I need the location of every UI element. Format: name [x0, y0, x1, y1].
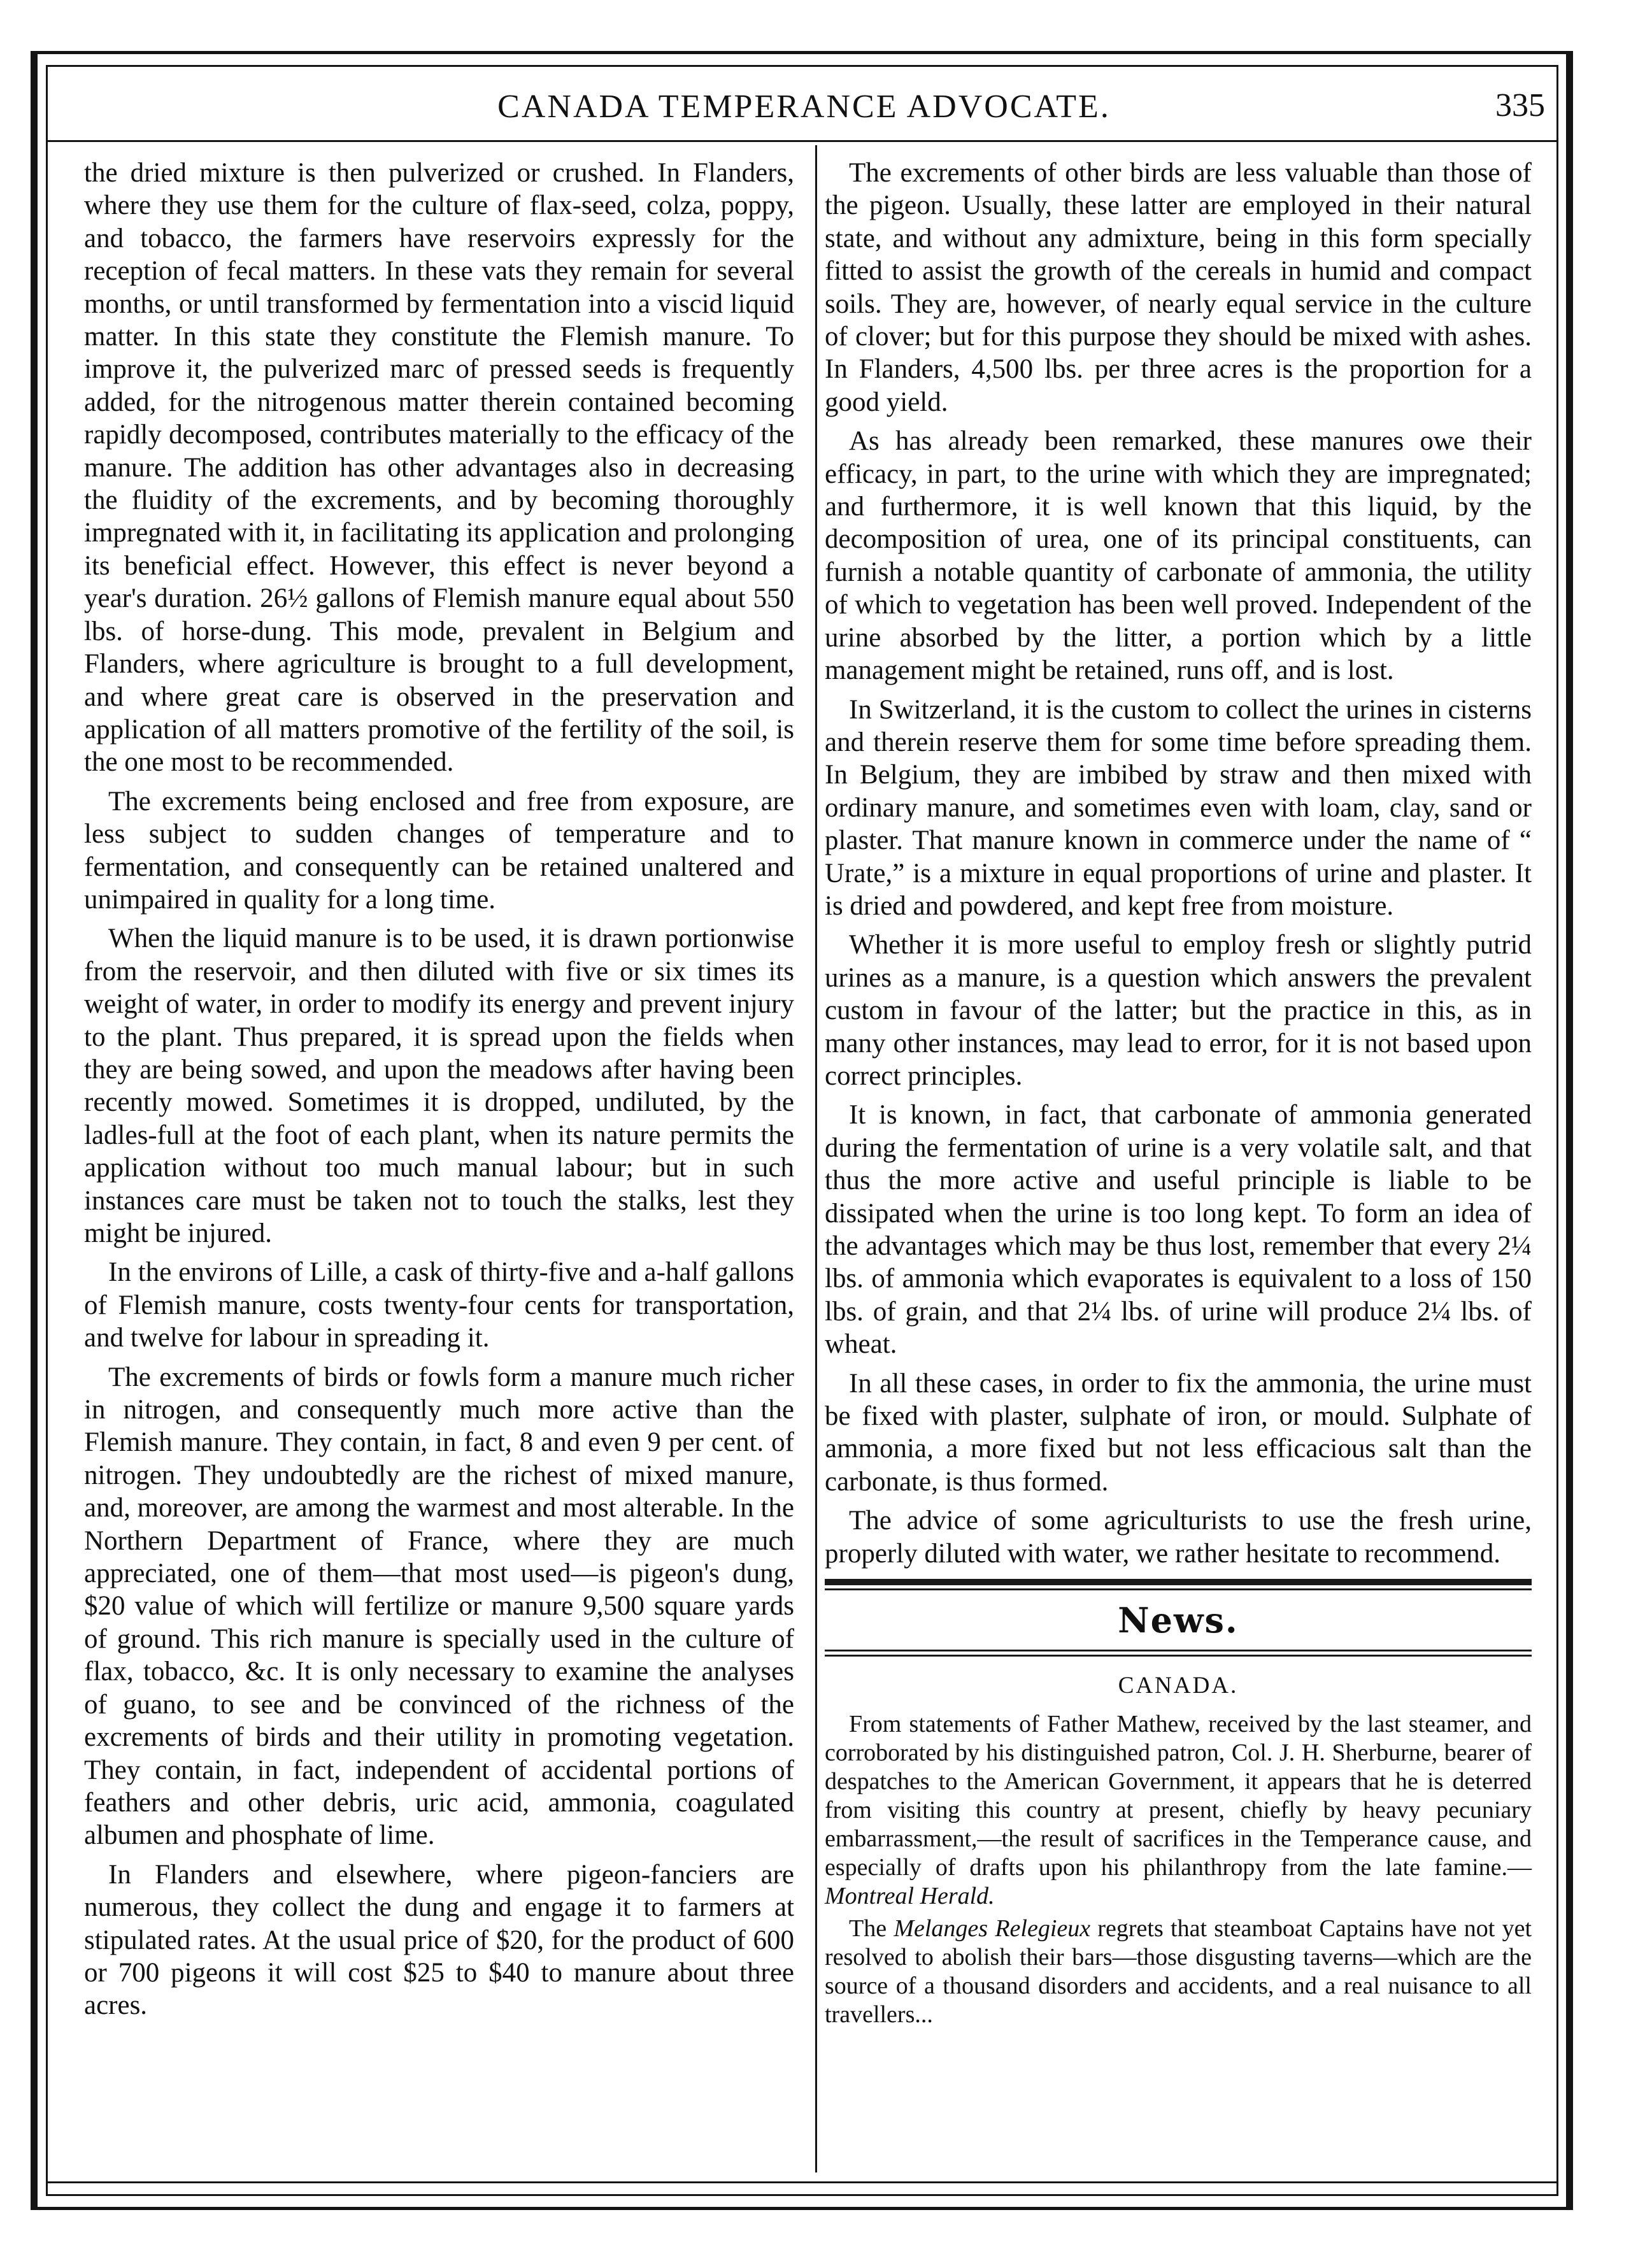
news-source: Montreal Herald.	[825, 1882, 995, 1909]
left-column	[84, 157, 794, 2029]
paragraph: The excrements of other birds are less valuable than those of the pigeon. Usually, these latter are employed in their natural state, and without any admixture, being in this form specially fitted to assist the growth of the cereals in humid and compact soils. They are, however, of nearly equal service in the culture of clover; but for this purpose they should be mixed with ashes. In Flanders, 4,500 lbs. per three acres is the proportion for a good yield.	[825, 158, 1532, 417]
paragraph: In the environs of Lille, a cask of thirty-five and a-half gallons of Flemish manure, costs twenty-four cents for transportation, and twelve for labour in spreading it.	[84, 1257, 794, 1353]
section-rule-thin	[825, 1650, 1532, 1651]
paragraph: When the liquid manure is to be used, it is drawn portionwise from the reservoir, and then diluted with five or six times its weight of water, in order to modify its energy and prevent injury to the plant. Thus prepared, it is spread upon the fields when they are being sowed, and upon the meadows after having been recently mowed. Sometimes it is dropped, undiluted, by the ladles-full at the foot of each plant, when its nature permits the application without too much manual labour; but in such instances care must be taken not to touch the stalks, lest they might be injured.	[84, 924, 794, 1248]
section-rule-thick	[825, 1579, 1532, 1585]
news-section	[825, 1579, 1532, 2029]
column-divider	[815, 145, 817, 2172]
paragraph: In all these cases, in order to fix the ammonia, the urine must be fixed with plaster, sulphate of iron, or mould. Sulphate of ammonia, a more fixed but not less efficacious salt than the carbonate, is thus formed.	[825, 1368, 1532, 1497]
paragraph: As has already been remarked, these manures owe their efficacy, in part, to the urine with which they are impregnated; and furthermore, it is well known that this liquid, by the decomposition of urea, one of its principal constituents, can furnish a notable quantity of carbonate of ammonia, the utility of which to vegetation has been well proved. Independent of the urine absorbed by the litter, a portion which by a little management might be retained, runs off, and is lost.	[825, 426, 1532, 686]
section-rule-thin	[825, 1655, 1532, 1657]
paragraph: In Flanders and elsewhere, where pigeon-fanciers are numerous, they collect the dung and engage it to farmers at stipulated rates. At the usual price of $20, for the product of 600 or 700 pigeons it will cost $25 to $40 to manure about three acres.	[84, 1859, 794, 2021]
paragraph: In Switzerland, it is the custom to collect the urines in cisterns and therein reserve them for some time before spreading them. In Belgium, they are imbibed by straw and then mixed with ordinary manure, and sometimes even with loam, clay, sand or plaster. That manure known in commerce under the name of “ Urate,” is a mixture in equal proportions of urine and plaster. It is dried and powdered, and kept free from moisture.	[825, 694, 1532, 921]
paragraph: the dried mixture is then pulverized or crushed. In Flanders, where they use them for the culture of flax-seed, colza, poppy, and tobacco, the farmers have reservoirs expressly for the reception of fecal matters. In these vats they remain for several months, or until transformed by fermentation into a viscid liquid matter. In this state they constitute the Flemish manure. To improve it, the pulverized marc of pressed seeds is frequently added, for the nitrogenous matter therein contained becoming rapidly decomposed, contributes materially to the efficacy of the manure. The addition has other advantages also in decreasing the fluidity of the excrements, and by becoming thoroughly impregnated with it, in facilitating its application and prolonging its beneficial effect. However, this effect is never beyond a year's duration. 26½ gallons of Flemish manure equal about 550 lbs. of horse-dung. This mode, prevalent in Belgium and Flanders, where agriculture is brought to a full development, and where great care is observed in the preservation and application of all matters promotive of the fertility of the soil, is the one most to be recommended.	[84, 158, 794, 778]
news-item	[825, 1710, 1532, 1911]
journal-title: CANADA TEMPERANCE ADVOCATE.	[497, 89, 1111, 125]
news-item-text: regrets that steamboat Captains have not yet resolved to abolish their bars—those disgusting taverns—which are the source of a thousand disorders and accidents, and a real nuisance to all travellers...	[825, 1915, 1532, 2028]
news-item-lead: The	[849, 1915, 894, 1942]
news-item-text: From statements of Father Mathew, received by the last steamer, and corroborated by his distinguished patron, Col. J. H. Sherburne, bearer of despatches to the American Government, it appears that he is deterred from visiting this country at present, chiefly by heavy pecuniary embarrassment,—the result of sacrifices in the Temperance cause, and especially of drafts upon his philanthropy from the late famine.—	[825, 1710, 1532, 1881]
header-rule	[46, 140, 1558, 142]
running-header	[61, 75, 1548, 132]
section-rule-thin	[825, 1588, 1532, 1590]
news-item	[825, 1915, 1532, 2029]
publication-name: Melanges Relegieux	[894, 1915, 1091, 1942]
page-number: 335	[1495, 87, 1545, 124]
paragraph: It is known, in fact, that carbonate of ammonia generated during the fermentation of urine is a very volatile salt, and that thus the more active and useful principle is liable to be dissipated when the urine is too long kept. To form an idea of the advantages which may be thus lost, remember that every 2¼ lbs. of ammonia which evaporates is equivalent to a loss of 150 lbs. of grain, and that 2¼ lbs. of urine will produce 2¼ lbs. of wheat.	[825, 1100, 1532, 1360]
section-title: CANADA.	[1118, 1672, 1239, 1699]
paragraph: The excrements of birds or fowls form a manure much richer in nitrogen, and consequently much more active than the Flemish manure. They contain, in fact, 8 and even 9 per cent. of nitrogen. They undoubtedly are the richest of mixed manure, and, moreover, are among the warmest and most alterable. In the Northern Department of France, where they are much appreciated, one of them—that most used—is pigeon's dung, $20 value of which will fertilize or manure 9,500 square yards of ground. This rich manure is specially used in the culture of flax, tobacco, &c. It is only necessary to examine the analyses of guano, to see and be convinced of the richness of the excrements of birds and their utility in promoting vegetation. They contain, in fact, independent of accidental portions of feathers and other debris, uric acid, ammonia, coagulated albumen and phosphate of lime.	[84, 1362, 794, 1851]
paragraph: Whether it is more useful to employ fresh or slightly putrid urines as a manure, is a question which answers the prevalent custom in favour of the latter; but the practice in this, as in many other instances, may lead to error, for it is not based upon correct principles.	[825, 930, 1532, 1091]
news-heading: News.	[1118, 1600, 1239, 1641]
right-column	[825, 157, 1532, 2033]
paragraph: The advice of some agriculturists to use the fresh urine, properly diluted with water, we rather hesitate to recommend.	[825, 1506, 1532, 1569]
footer-rule	[46, 2181, 1558, 2183]
paragraph: The excrements being enclosed and free from exposure, are less subject to sudden changes of temperature and to fermentation, and consequently can be retained unaltered and unimpaired in quality for a long time.	[84, 786, 794, 915]
